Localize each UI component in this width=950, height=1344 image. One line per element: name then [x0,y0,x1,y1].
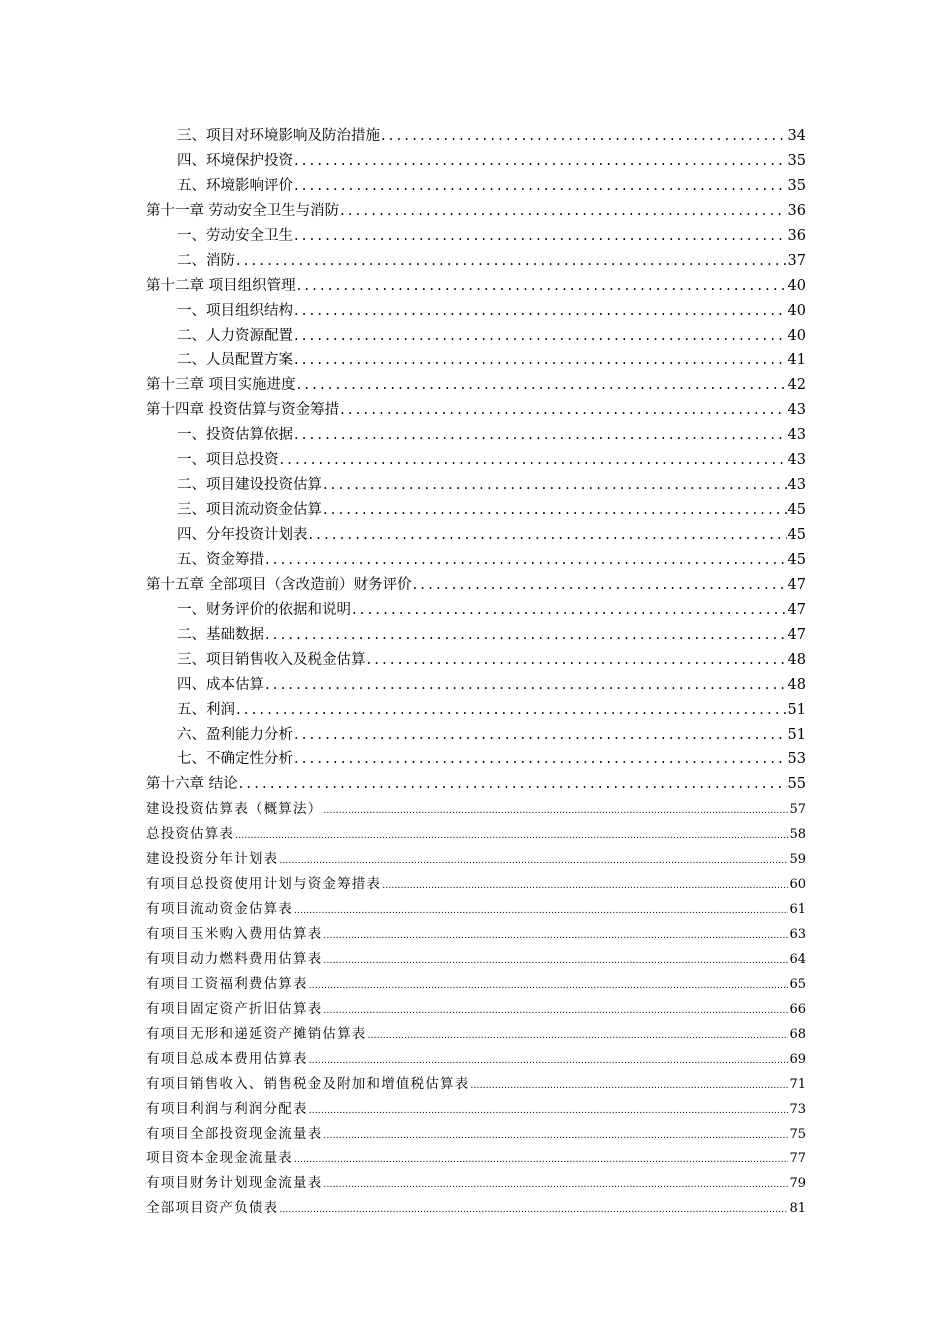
toc-dot-leader [381,124,787,149]
toc-entry[interactable] [146,274,806,299]
toc-entry-page-number: 45 [787,527,806,543]
toc-entry[interactable] [146,124,806,149]
toc-entry-page-number: 64 [789,951,806,967]
toc-dot-leader [294,299,787,324]
toc-entry[interactable] [146,199,806,224]
toc-entry[interactable] [146,548,806,573]
toc-entry-page-number: 36 [787,202,806,219]
toc-dot-leader [294,747,787,772]
toc-dot-leader [294,149,787,174]
toc-dot-leader [367,648,787,673]
toc-entry[interactable] [146,523,806,548]
toc-entry-page-number: 57 [789,802,806,818]
toc-entry[interactable] [146,922,806,947]
toc-entry-page-number: 51 [787,726,806,743]
toc-entry-label: 一、投资估算依据 [177,427,293,444]
toc-dot-leader [470,1074,788,1099]
toc-entry-page-number: 43 [787,477,806,494]
toc-entry[interactable] [146,473,806,498]
toc-entry-label: 项目资本金现金流量表 [146,1150,293,1167]
toc-dot-leader [309,1099,789,1124]
toc-entry-label: 有项目财务计划现金流量表 [146,1175,323,1192]
toc-entry-label: 二、消防 [177,252,235,269]
toc-entry[interactable] [146,1196,806,1221]
toc-dot-leader [323,949,788,974]
toc-entry-page-number: 47 [787,626,806,643]
toc-dot-leader [413,573,787,598]
toc-entry-page-number: 69 [789,1051,806,1067]
toc-dot-leader [294,723,787,748]
toc-entry[interactable] [146,723,806,748]
toc-entry-page-number: 71 [789,1076,806,1092]
toc-entry[interactable] [146,1022,806,1047]
toc-entry[interactable] [146,822,806,847]
toc-entry-page-number: 73 [789,1101,806,1117]
toc-entry-label: 有项目固定资产折旧估算表 [146,1000,323,1017]
toc-dot-leader [297,373,787,398]
toc-entry-page-number: 43 [787,402,806,419]
toc-entry[interactable] [146,423,806,448]
toc-entry[interactable] [146,648,806,673]
toc-entry[interactable] [146,1146,806,1171]
toc-entry-label: 三、项目对环境影响及防治措施 [177,128,380,144]
toc-entry-label: 六、盈利能力分析 [177,726,293,743]
toc-entry-page-number: 68 [789,1026,806,1042]
toc-entry[interactable] [146,797,806,822]
toc-entry-page-number: 41 [787,352,806,369]
toc-entry-label: 二、人员配置方案 [177,352,293,369]
toc-dot-leader [265,548,787,573]
toc-entry[interactable] [146,872,806,897]
toc-entry[interactable] [146,698,806,723]
toc-entry-page-number: 40 [787,327,806,344]
toc-entry-label: 总投资估算表 [146,826,235,843]
toc-entry-page-number: 35 [787,152,806,169]
toc-entry[interactable] [146,224,806,249]
toc-dot-leader [265,673,787,698]
toc-entry-label: 建设投资估算表（概算法） [146,801,323,818]
toc-dot-leader [235,824,788,849]
toc-entry-label: 有项目动力燃料费用估算表 [146,950,323,967]
toc-entry-label: 四、分年投资计划表 [177,527,308,543]
toc-entry-page-number: 47 [787,601,806,618]
toc-entry-page-number: 81 [789,1201,806,1217]
toc-entry-page-number: 42 [787,377,806,394]
table-of-contents [146,124,806,1221]
toc-entry-page-number: 61 [789,902,806,918]
toc-entry-label: 建设投资分年计划表 [146,851,279,868]
toc-entry-label: 有项目总投资使用计划与资金筹措表 [146,876,382,893]
toc-entry-label: 七、不确定性分析 [177,751,293,768]
toc-entry-page-number: 79 [789,1176,806,1192]
toc-entry-label: 第十一章 劳动安全卫生与消防 [146,202,340,219]
toc-entry-label: 有项目无形和递延资产摊销估算表 [146,1025,367,1042]
toc-entry-page-number: 66 [789,1001,806,1017]
toc-entry[interactable] [146,1072,806,1097]
toc-entry-page-number: 51 [787,701,806,718]
toc-dot-leader [294,324,787,349]
toc-entry-page-number: 77 [789,1151,806,1167]
toc-entry-label: 三、项目流动资金估算 [177,502,322,519]
toc-entry[interactable] [146,623,806,648]
toc-dot-leader [323,1173,788,1198]
toc-entry-page-number: 34 [787,128,806,144]
toc-entry[interactable] [146,997,806,1022]
toc-entry[interactable] [146,573,806,598]
toc-dot-leader [297,274,787,299]
toc-entry-page-number: 40 [787,277,806,294]
toc-entry-label: 第十四章 投资估算与资金筹措 [146,402,340,419]
toc-entry-label: 四、成本估算 [177,676,264,693]
toc-dot-leader [265,623,787,648]
toc-entry-page-number: 48 [787,676,806,693]
toc-entry[interactable] [146,1122,806,1147]
toc-dot-leader [323,473,787,498]
toc-entry-label: 三、项目销售收入及税金估算 [177,651,366,668]
toc-entry[interactable] [146,348,806,373]
toc-entry-page-number: 40 [787,302,806,319]
toc-entry-label: 第十二章 项目组织管理 [146,277,296,294]
toc-entry-label: 有项目利润与利润分配表 [146,1100,308,1117]
toc-entry-label: 有项目总成本费用估算表 [146,1050,308,1067]
toc-entry[interactable] [146,448,806,473]
toc-entry-label: 二、人力资源配置 [177,327,293,344]
toc-entry-label: 一、项目总投资 [177,452,279,469]
toc-entry[interactable] [146,398,806,423]
toc-entry[interactable] [146,373,806,398]
toc-entry[interactable] [146,947,806,972]
toc-entry-label: 二、基础数据 [177,626,264,643]
toc-entry-label: 第十五章 全部项目（含改造前）财务评价 [146,576,412,593]
toc-entry[interactable] [146,747,806,772]
toc-dot-leader [236,698,787,723]
toc-entry-page-number: 48 [787,651,806,668]
toc-entry-label: 全部项目资产负债表 [146,1200,279,1217]
toc-dot-leader [279,1198,788,1223]
toc-entry[interactable] [146,299,806,324]
toc-dot-leader [294,224,787,249]
toc-entry[interactable] [146,847,806,872]
toc-entry[interactable] [146,772,806,797]
toc-dot-leader [236,249,787,274]
toc-dot-leader [309,523,787,548]
toc-dot-leader [352,598,787,623]
toc-entry-label: 第十三章 项目实施进度 [146,377,296,394]
toc-dot-leader [294,174,787,199]
toc-entry[interactable] [146,1097,806,1122]
toc-entry[interactable] [146,673,806,698]
toc-entry[interactable] [146,598,806,623]
toc-dot-leader [323,799,788,824]
toc-entry-label: 四、环境保护投资 [177,152,293,169]
toc-dot-leader [309,1049,789,1074]
toc-entry[interactable] [146,1171,806,1196]
toc-entry-page-number: 60 [789,877,806,893]
toc-entry-page-number: 59 [789,852,806,868]
toc-entry-page-number: 75 [789,1126,806,1142]
toc-entry[interactable] [146,897,806,922]
toc-entry-page-number: 35 [787,177,806,194]
toc-entry-page-number: 36 [787,227,806,244]
toc-dot-leader [309,974,789,999]
toc-entry-label: 有项目流动资金估算表 [146,901,293,918]
toc-dot-leader [294,423,787,448]
toc-entry-label: 二、项目建设投资估算 [177,477,322,494]
toc-entry-label: 五、资金筹措 [177,551,264,568]
toc-entry[interactable] [146,324,806,349]
toc-dot-leader [294,1148,788,1173]
toc-entry-page-number: 55 [787,776,806,793]
toc-entry-label: 五、环境影响评价 [177,177,293,194]
toc-entry[interactable] [146,174,806,199]
toc-entry-page-number: 47 [787,576,806,593]
toc-entry[interactable] [146,972,806,997]
toc-entry-label: 一、项目组织结构 [177,302,293,319]
toc-dot-leader [294,899,788,924]
toc-entry[interactable] [146,149,806,174]
toc-dot-leader [279,849,788,874]
toc-entry-page-number: 37 [787,252,806,269]
toc-dot-leader [340,398,786,423]
toc-entry-page-number: 65 [789,976,806,992]
toc-entry[interactable] [146,1047,806,1072]
toc-entry-label: 一、劳动安全卫生 [177,227,293,244]
toc-entry-page-number: 45 [787,502,806,519]
toc-entry[interactable] [146,249,806,274]
toc-entry[interactable] [146,498,806,523]
toc-dot-leader [368,1024,789,1049]
toc-dot-leader [239,772,787,797]
toc-dot-leader [340,199,786,224]
toc-entry-page-number: 43 [787,427,806,444]
toc-entry-page-number: 45 [787,551,806,568]
toc-dot-leader [323,924,788,949]
toc-dot-leader [323,1124,788,1149]
toc-entry-label: 第十六章 结论 [146,776,238,793]
toc-entry-page-number: 43 [787,452,806,469]
toc-entry-label: 有项目工资福利费估算表 [146,975,308,992]
toc-dot-leader [323,999,788,1024]
toc-entry-page-number: 58 [789,827,806,843]
toc-entry-label: 有项目全部投资现金流量表 [146,1125,323,1142]
toc-dot-leader [382,874,788,899]
toc-dot-leader [280,448,787,473]
toc-dot-leader [323,498,787,523]
toc-entry-page-number: 63 [789,927,806,942]
toc-dot-leader [294,348,787,373]
toc-entry-label: 有项目玉米购入费用估算表 [146,926,323,942]
toc-entry-label: 五、利润 [177,701,235,718]
toc-entry-label: 有项目销售收入、销售税金及附加和增值税估算表 [146,1075,470,1092]
toc-entry-page-number: 53 [787,751,806,768]
toc-entry-label: 一、财务评价的依据和说明 [177,601,351,618]
